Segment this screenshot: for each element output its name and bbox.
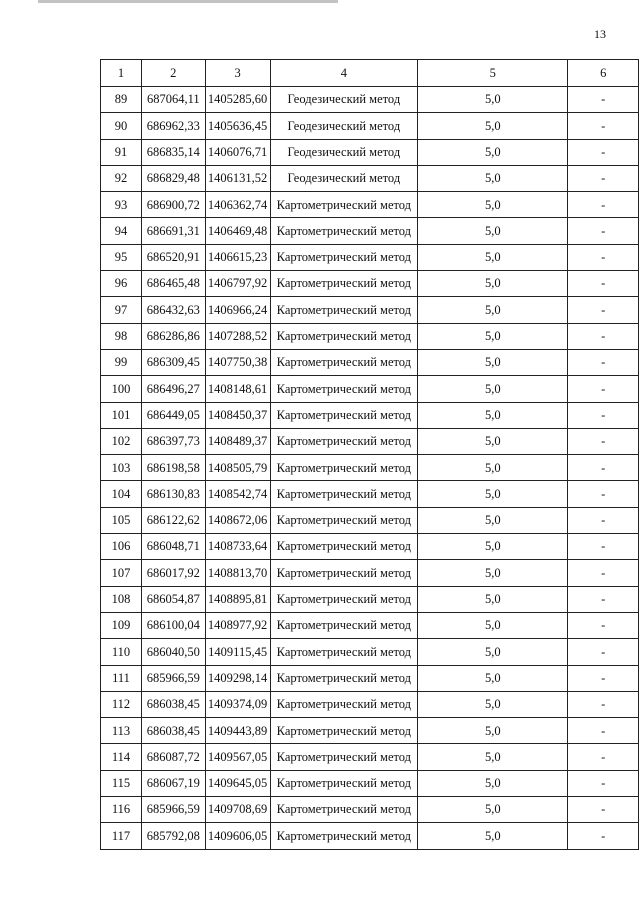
table-row <box>101 297 639 323</box>
note-cell: - <box>568 165 639 191</box>
y-coordinate-cell: 1406469,48 <box>205 218 270 244</box>
accuracy-cell: 5,0 <box>418 639 568 665</box>
accuracy-cell: 5,0 <box>418 612 568 638</box>
table-row <box>101 428 639 454</box>
x-coordinate-cell: 686962,33 <box>141 113 205 139</box>
y-coordinate-cell: 1406615,23 <box>205 244 270 270</box>
x-coordinate-cell: 686038,45 <box>141 691 205 717</box>
y-coordinate-cell: 1408733,64 <box>205 534 270 560</box>
x-coordinate-cell: 685966,59 <box>141 665 205 691</box>
method-cell: Картометрический метод <box>270 691 418 717</box>
accuracy-cell: 5,0 <box>418 113 568 139</box>
x-coordinate-cell: 686520,91 <box>141 244 205 270</box>
header-cell: 4 <box>270 60 418 87</box>
table-header-row <box>101 60 639 87</box>
point-number-cell: 95 <box>101 244 142 270</box>
point-number-cell: 114 <box>101 744 142 770</box>
method-cell: Картометрический метод <box>270 455 418 481</box>
y-coordinate-cell: 1407288,52 <box>205 323 270 349</box>
y-coordinate-cell: 1408895,81 <box>205 586 270 612</box>
note-cell: - <box>568 323 639 349</box>
point-number-cell: 115 <box>101 770 142 796</box>
table-row <box>101 507 639 533</box>
note-cell: - <box>568 691 639 717</box>
accuracy-cell: 5,0 <box>418 218 568 244</box>
point-number-cell: 93 <box>101 192 142 218</box>
y-coordinate-cell: 1409567,05 <box>205 744 270 770</box>
table-row <box>101 560 639 586</box>
note-cell: - <box>568 770 639 796</box>
table-row <box>101 376 639 402</box>
method-cell: Картометрический метод <box>270 428 418 454</box>
note-cell: - <box>568 297 639 323</box>
accuracy-cell: 5,0 <box>418 428 568 454</box>
y-coordinate-cell: 1406966,24 <box>205 297 270 323</box>
accuracy-cell: 5,0 <box>418 481 568 507</box>
table-row <box>101 323 639 349</box>
y-coordinate-cell: 1408489,37 <box>205 428 270 454</box>
coordinates-table <box>100 59 639 850</box>
point-number-cell: 106 <box>101 534 142 560</box>
point-number-cell: 94 <box>101 218 142 244</box>
point-number-cell: 99 <box>101 349 142 375</box>
accuracy-cell: 5,0 <box>418 560 568 586</box>
y-coordinate-cell: 1408672,06 <box>205 507 270 533</box>
table-row <box>101 192 639 218</box>
method-cell: Картометрический метод <box>270 665 418 691</box>
x-coordinate-cell: 686900,72 <box>141 192 205 218</box>
method-cell: Картометрический метод <box>270 481 418 507</box>
y-coordinate-cell: 1408542,74 <box>205 481 270 507</box>
accuracy-cell: 5,0 <box>418 139 568 165</box>
accuracy-cell: 5,0 <box>418 770 568 796</box>
accuracy-cell: 5,0 <box>418 586 568 612</box>
y-coordinate-cell: 1406131,52 <box>205 165 270 191</box>
method-cell: Картометрический метод <box>270 560 418 586</box>
x-coordinate-cell: 686829,48 <box>141 165 205 191</box>
point-number-cell: 109 <box>101 612 142 638</box>
point-number-cell: 101 <box>101 402 142 428</box>
point-number-cell: 98 <box>101 323 142 349</box>
table-row <box>101 718 639 744</box>
page-number: 13 <box>594 27 606 41</box>
x-coordinate-cell: 686048,71 <box>141 534 205 560</box>
accuracy-cell: 5,0 <box>418 665 568 691</box>
point-number-cell: 92 <box>101 165 142 191</box>
table-row <box>101 797 639 823</box>
accuracy-cell: 5,0 <box>418 823 568 849</box>
method-cell: Картометрический метод <box>270 323 418 349</box>
note-cell: - <box>568 612 639 638</box>
point-number-cell: 97 <box>101 297 142 323</box>
accuracy-cell: 5,0 <box>418 797 568 823</box>
point-number-cell: 117 <box>101 823 142 849</box>
accuracy-cell: 5,0 <box>418 349 568 375</box>
note-cell: - <box>568 560 639 586</box>
note-cell: - <box>568 744 639 770</box>
table-row <box>101 271 639 297</box>
y-coordinate-cell: 1409374,09 <box>205 691 270 717</box>
x-coordinate-cell: 686449,05 <box>141 402 205 428</box>
method-cell: Картометрический метод <box>270 744 418 770</box>
table-row <box>101 165 639 191</box>
table-row <box>101 139 639 165</box>
y-coordinate-cell: 1409645,05 <box>205 770 270 796</box>
y-coordinate-cell: 1407750,38 <box>205 349 270 375</box>
y-coordinate-cell: 1409443,89 <box>205 718 270 744</box>
y-coordinate-cell: 1409298,14 <box>205 665 270 691</box>
table-row <box>101 665 639 691</box>
note-cell: - <box>568 271 639 297</box>
x-coordinate-cell: 686017,92 <box>141 560 205 586</box>
y-coordinate-cell: 1408450,37 <box>205 402 270 428</box>
method-cell: Геодезический метод <box>270 113 418 139</box>
method-cell: Картометрический метод <box>270 297 418 323</box>
accuracy-cell: 5,0 <box>418 323 568 349</box>
x-coordinate-cell: 685792,08 <box>141 823 205 849</box>
accuracy-cell: 5,0 <box>418 165 568 191</box>
point-number-cell: 111 <box>101 665 142 691</box>
table-row <box>101 113 639 139</box>
note-cell: - <box>568 244 639 270</box>
y-coordinate-cell: 1406362,74 <box>205 192 270 218</box>
accuracy-cell: 5,0 <box>418 297 568 323</box>
table-row <box>101 455 639 481</box>
table-row <box>101 349 639 375</box>
note-cell: - <box>568 139 639 165</box>
y-coordinate-cell: 1408505,79 <box>205 455 270 481</box>
note-cell: - <box>568 823 639 849</box>
header-cell: 5 <box>418 60 568 87</box>
note-cell: - <box>568 665 639 691</box>
x-coordinate-cell: 686432,63 <box>141 297 205 323</box>
y-coordinate-cell: 1408977,92 <box>205 612 270 638</box>
method-cell: Картометрический метод <box>270 797 418 823</box>
x-coordinate-cell: 686835,14 <box>141 139 205 165</box>
method-cell: Картометрический метод <box>270 639 418 665</box>
y-coordinate-cell: 1409606,05 <box>205 823 270 849</box>
note-cell: - <box>568 87 639 113</box>
point-number-cell: 89 <box>101 87 142 113</box>
point-number-cell: 104 <box>101 481 142 507</box>
table-row <box>101 639 639 665</box>
note-cell: - <box>568 718 639 744</box>
header-cell: 6 <box>568 60 639 87</box>
method-cell: Картометрический метод <box>270 507 418 533</box>
point-number-cell: 102 <box>101 428 142 454</box>
x-coordinate-cell: 686496,27 <box>141 376 205 402</box>
x-coordinate-cell: 687064,11 <box>141 87 205 113</box>
method-cell: Картометрический метод <box>270 586 418 612</box>
method-cell: Геодезический метод <box>270 87 418 113</box>
table-row <box>101 244 639 270</box>
method-cell: Картометрический метод <box>270 534 418 560</box>
accuracy-cell: 5,0 <box>418 192 568 218</box>
point-number-cell: 108 <box>101 586 142 612</box>
point-number-cell: 90 <box>101 113 142 139</box>
method-cell: Геодезический метод <box>270 165 418 191</box>
table-row <box>101 87 639 113</box>
x-coordinate-cell: 685966,59 <box>141 797 205 823</box>
point-number-cell: 105 <box>101 507 142 533</box>
x-coordinate-cell: 686067,19 <box>141 770 205 796</box>
point-number-cell: 116 <box>101 797 142 823</box>
note-cell: - <box>568 797 639 823</box>
accuracy-cell: 5,0 <box>418 507 568 533</box>
method-cell: Геодезический метод <box>270 139 418 165</box>
x-coordinate-cell: 686286,86 <box>141 323 205 349</box>
method-cell: Картометрический метод <box>270 244 418 270</box>
table-body <box>101 60 639 850</box>
table-row <box>101 744 639 770</box>
table-row <box>101 823 639 849</box>
x-coordinate-cell: 686087,72 <box>141 744 205 770</box>
point-number-cell: 91 <box>101 139 142 165</box>
x-coordinate-cell: 686054,87 <box>141 586 205 612</box>
accuracy-cell: 5,0 <box>418 744 568 770</box>
table-row <box>101 481 639 507</box>
y-coordinate-cell: 1408813,70 <box>205 560 270 586</box>
x-coordinate-cell: 686100,04 <box>141 612 205 638</box>
table-row <box>101 586 639 612</box>
x-coordinate-cell: 686198,58 <box>141 455 205 481</box>
note-cell: - <box>568 113 639 139</box>
point-number-cell: 112 <box>101 691 142 717</box>
method-cell: Картометрический метод <box>270 612 418 638</box>
note-cell: - <box>568 481 639 507</box>
note-cell: - <box>568 349 639 375</box>
x-coordinate-cell: 686122,62 <box>141 507 205 533</box>
note-cell: - <box>568 402 639 428</box>
point-number-cell: 113 <box>101 718 142 744</box>
accuracy-cell: 5,0 <box>418 691 568 717</box>
x-coordinate-cell: 686397,73 <box>141 428 205 454</box>
point-number-cell: 107 <box>101 560 142 586</box>
x-coordinate-cell: 686691,31 <box>141 218 205 244</box>
method-cell: Картометрический метод <box>270 376 418 402</box>
table-row <box>101 612 639 638</box>
accuracy-cell: 5,0 <box>418 271 568 297</box>
point-number-cell: 96 <box>101 271 142 297</box>
note-cell: - <box>568 507 639 533</box>
table-row <box>101 402 639 428</box>
header-cell: 2 <box>141 60 205 87</box>
accuracy-cell: 5,0 <box>418 244 568 270</box>
y-coordinate-cell: 1405636,45 <box>205 113 270 139</box>
y-coordinate-cell: 1405285,60 <box>205 87 270 113</box>
note-cell: - <box>568 586 639 612</box>
method-cell: Картометрический метод <box>270 218 418 244</box>
note-cell: - <box>568 639 639 665</box>
method-cell: Картометрический метод <box>270 271 418 297</box>
note-cell: - <box>568 534 639 560</box>
note-cell: - <box>568 455 639 481</box>
x-coordinate-cell: 686309,45 <box>141 349 205 375</box>
accuracy-cell: 5,0 <box>418 534 568 560</box>
point-number-cell: 110 <box>101 639 142 665</box>
accuracy-cell: 5,0 <box>418 455 568 481</box>
x-coordinate-cell: 686130,83 <box>141 481 205 507</box>
method-cell: Картометрический метод <box>270 770 418 796</box>
method-cell: Картометрический метод <box>270 823 418 849</box>
accuracy-cell: 5,0 <box>418 87 568 113</box>
note-cell: - <box>568 428 639 454</box>
scan-edge-mark <box>38 0 338 3</box>
y-coordinate-cell: 1409115,45 <box>205 639 270 665</box>
accuracy-cell: 5,0 <box>418 718 568 744</box>
point-number-cell: 100 <box>101 376 142 402</box>
y-coordinate-cell: 1408148,61 <box>205 376 270 402</box>
x-coordinate-cell: 686465,48 <box>141 271 205 297</box>
table-row <box>101 691 639 717</box>
y-coordinate-cell: 1409708,69 <box>205 797 270 823</box>
y-coordinate-cell: 1406797,92 <box>205 271 270 297</box>
y-coordinate-cell: 1406076,71 <box>205 139 270 165</box>
note-cell: - <box>568 192 639 218</box>
header-cell: 1 <box>101 60 142 87</box>
method-cell: Картометрический метод <box>270 402 418 428</box>
method-cell: Картометрический метод <box>270 349 418 375</box>
header-cell: 3 <box>205 60 270 87</box>
point-number-cell: 103 <box>101 455 142 481</box>
accuracy-cell: 5,0 <box>418 402 568 428</box>
accuracy-cell: 5,0 <box>418 376 568 402</box>
method-cell: Картометрический метод <box>270 192 418 218</box>
note-cell: - <box>568 218 639 244</box>
table-row <box>101 218 639 244</box>
table-row <box>101 534 639 560</box>
note-cell: - <box>568 376 639 402</box>
x-coordinate-cell: 686038,45 <box>141 718 205 744</box>
method-cell: Картометрический метод <box>270 718 418 744</box>
x-coordinate-cell: 686040,50 <box>141 639 205 665</box>
table-row <box>101 770 639 796</box>
